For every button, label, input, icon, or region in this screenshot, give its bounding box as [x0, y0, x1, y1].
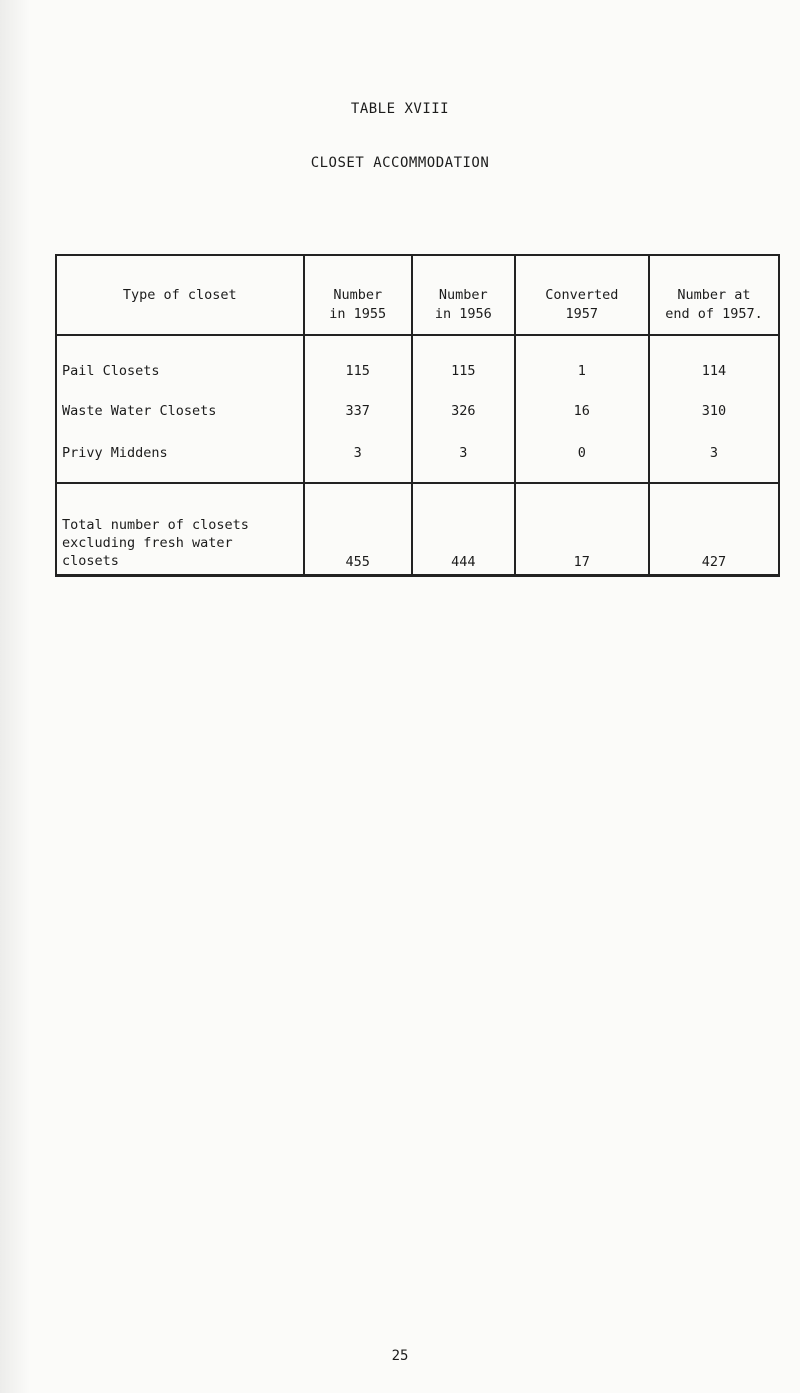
column-header-end-1957-line1: Number at: [677, 287, 751, 303]
column-header-type: [56, 255, 304, 335]
column-header-converted: [515, 255, 649, 335]
cell-converted: 1: [515, 335, 649, 392]
total-1955: 455: [304, 483, 412, 576]
total-label: [56, 483, 304, 576]
column-header-end-1957: [649, 255, 779, 335]
total-converted: 17: [515, 483, 649, 576]
cell-1955: 3: [304, 430, 412, 483]
cell-1956: 326: [412, 392, 515, 430]
page-number: 25: [391, 1348, 409, 1364]
total-end-1957: 427: [649, 483, 779, 576]
cell-1955: 337: [304, 392, 412, 430]
column-header-end-1957-line2: end of 1957.: [665, 306, 763, 322]
total-label-line1: Total number of closets: [62, 517, 249, 533]
page-edge-shadow: [0, 0, 30, 1393]
column-header-1955: [304, 255, 412, 335]
cell-converted: 16: [515, 392, 649, 430]
cell-end-1957: 310: [649, 392, 779, 430]
column-header-1955-line1: Number: [333, 287, 383, 303]
row-label: Pail Closets: [56, 335, 304, 392]
table-number-heading: TABLE XVIII: [350, 101, 450, 117]
column-header-type-text: Type of closet: [122, 287, 237, 303]
row-label: Privy Middens: [56, 430, 304, 483]
table-row: [56, 430, 779, 483]
cell-1955: 115: [304, 335, 412, 392]
closet-accommodation-table: [55, 254, 780, 577]
column-header-1956: [412, 255, 515, 335]
cell-1956: 115: [412, 335, 515, 392]
column-header-1955-line2: in 1955: [329, 306, 387, 322]
total-label-line3: closets: [62, 553, 119, 569]
column-header-1956-line1: Number: [438, 287, 488, 303]
total-1956: 444: [412, 483, 515, 576]
row-label: Waste Water Closets: [56, 392, 304, 430]
cell-1956: 3: [412, 430, 515, 483]
table-row: [56, 335, 779, 392]
column-header-converted-line1: Converted: [545, 287, 619, 303]
cell-converted: 0: [515, 430, 649, 483]
total-label-line2: excluding fresh water: [62, 535, 233, 551]
table-header-row: [56, 255, 779, 335]
column-header-converted-line2: 1957: [565, 306, 599, 322]
cell-end-1957: 3: [649, 430, 779, 483]
table-title: CLOSET ACCOMMODATION: [310, 155, 490, 171]
total-row: [56, 483, 779, 576]
table-row: [56, 392, 779, 430]
cell-end-1957: 114: [649, 335, 779, 392]
column-header-1956-line2: in 1956: [434, 306, 492, 322]
